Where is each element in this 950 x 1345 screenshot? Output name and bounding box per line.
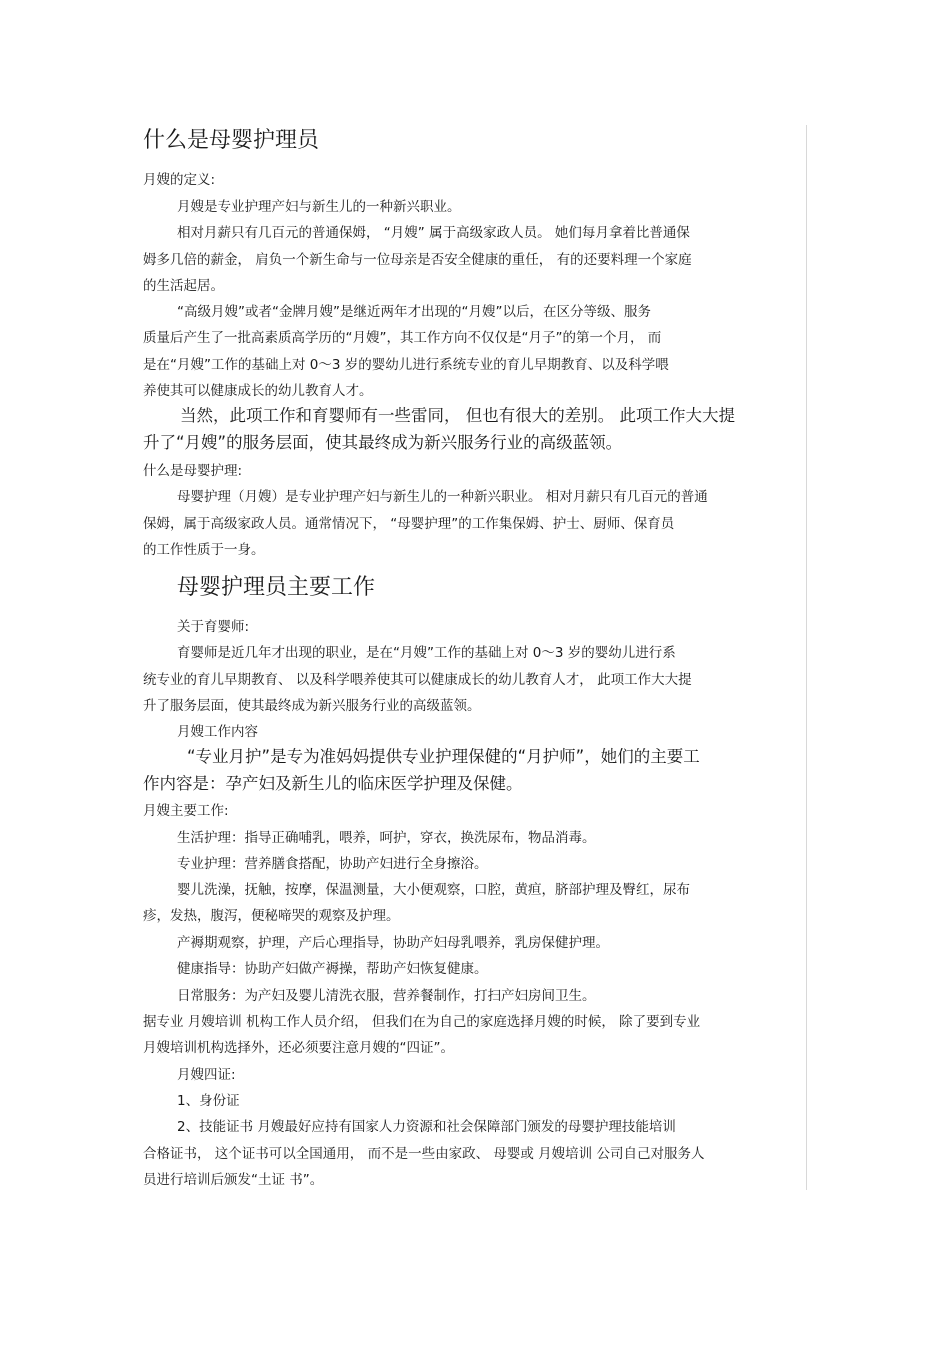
right-margin-rule bbox=[806, 125, 807, 1190]
paragraph-line: 相对月薪只有几百元的普通保姆， “月嫂” 属于高级家政人员。 她们每月拿着比普通保 bbox=[177, 225, 690, 241]
paragraph-line: 质量后产生了一批高素质高学历的“月嫂”，其工作方向不仅仅是“月子”的第一个月， 而 bbox=[143, 330, 662, 346]
paragraph-line: 月嫂是专业护理产妇与新生儿的一种新兴职业。 bbox=[177, 199, 461, 215]
paragraph-line: 升了服务层面，使其最终成为新兴服务行业的高级蓝领。 bbox=[143, 698, 481, 714]
paragraph-line: 育婴师是近几年才出现的职业，是在“月嫂”工作的基础上对 0～3 岁的婴幼儿进行系 bbox=[177, 645, 676, 661]
paragraph-line: 统专业的育儿早期教育、 以及科学喂养使其可以健康成长的幼儿教育人才， 此项工作大大提 bbox=[143, 672, 692, 688]
section-label: 月嫂四证: bbox=[177, 1067, 236, 1083]
emphasis-line: “专业月护”是专为准妈妈提供专业护理保健的“月护师”，她们的主要工 bbox=[187, 747, 700, 766]
emphasis-line: 当然，此项工作和育婴师有一些雷同， 但也有很大的差别。 此项工作大大提 bbox=[180, 406, 735, 425]
section-label: 月嫂工作内容 bbox=[177, 724, 258, 740]
page-title: 什么是母婴护理员 bbox=[143, 128, 320, 153]
emphasis-line: 升了“月嫂”的服务层面，使其最终成为新兴服务行业的高级蓝领。 bbox=[143, 433, 623, 452]
paragraph-line: 是在“月嫂”工作的基础上对 0～3 岁的婴幼儿进行系统专业的育儿早期教育、以及科学喂 bbox=[143, 357, 669, 373]
paragraph-line: 的工作性质于一身。 bbox=[143, 542, 265, 558]
list-item: 生活护理：指导正确哺乳，喂养，呵护，穿衣，换洗尿布，物品消毒。 bbox=[177, 830, 596, 846]
list-item: 产褥期观察，护理，产后心理指导，协助产妇母乳喂养，乳房保健护理。 bbox=[177, 935, 609, 951]
paragraph-line: 合格证书， 这个证书可以全国通用， 而不是一些由家政、 母婴或 月嫂培训 公司自己对服务人 bbox=[143, 1146, 705, 1162]
list-item: 2、技能证书 月嫂最好应持有国家人力资源和社会保障部门颁发的母婴护理技能培训 bbox=[177, 1119, 676, 1135]
paragraph-line: 员进行培训后颁发“土证 书”。 bbox=[143, 1172, 324, 1188]
section-heading: 母婴护理员主要工作 bbox=[177, 575, 376, 600]
section-label: 月嫂主要工作: bbox=[143, 803, 229, 819]
emphasis-line: 作内容是：孕产妇及新生儿的临床医学护理及保健。 bbox=[143, 774, 523, 793]
paragraph-line: 保姆，属于高级家政人员。通常情况下， “母婴护理”的工作集保姆、护士、厨师、保育员 bbox=[143, 516, 675, 532]
list-item: 日常服务：为产妇及婴儿清洗衣服，营养餐制作，打扫产妇房间卫生。 bbox=[177, 988, 596, 1004]
paragraph-line: 姆多几倍的薪金， 肩负一个新生命与一位母亲是否安全健康的重任， 有的还要料理一个家庭 bbox=[143, 252, 692, 268]
list-item: 1、身份证 bbox=[177, 1093, 240, 1109]
paragraph-line: 养使其可以健康成长的幼儿教育人才。 bbox=[143, 383, 373, 399]
paragraph-line: 母婴护理（月嫂）是专业护理产妇与新生儿的一种新兴职业。 相对月薪只有几百元的普通 bbox=[177, 489, 708, 505]
section-label: 月嫂的定义: bbox=[143, 172, 216, 188]
paragraph-line: “高级月嫂”或者“金牌月嫂”是继近两年才出现的“月嫂”以后，在区分等级、服务 bbox=[177, 304, 651, 320]
list-item: 疹，发热，腹泻，便秘啼哭的观察及护理。 bbox=[143, 908, 400, 924]
list-item: 专业护理：营养膳食搭配，协助产妇进行全身擦浴。 bbox=[177, 856, 488, 872]
paragraph-line: 据专业 月嫂培训 机构工作人员介绍， 但我们在为自己的家庭选择月嫂的时候， 除了要到专业 bbox=[143, 1014, 701, 1030]
paragraph-line: 月嫂培训机构选择外，还必须要注意月嫂的“四证”。 bbox=[143, 1040, 454, 1056]
section-label: 什么是母婴护理: bbox=[143, 463, 243, 479]
list-item: 健康指导：协助产妇做产褥操，帮助产妇恢复健康。 bbox=[177, 961, 488, 977]
list-item: 婴儿洗澡，抚触，按摩，保温测量，大小便观察，口腔，黄疸，脐部护理及臀红，尿布 bbox=[177, 882, 690, 898]
paragraph-line: 的生活起居。 bbox=[143, 278, 224, 294]
section-label: 关于育婴师: bbox=[177, 619, 250, 635]
